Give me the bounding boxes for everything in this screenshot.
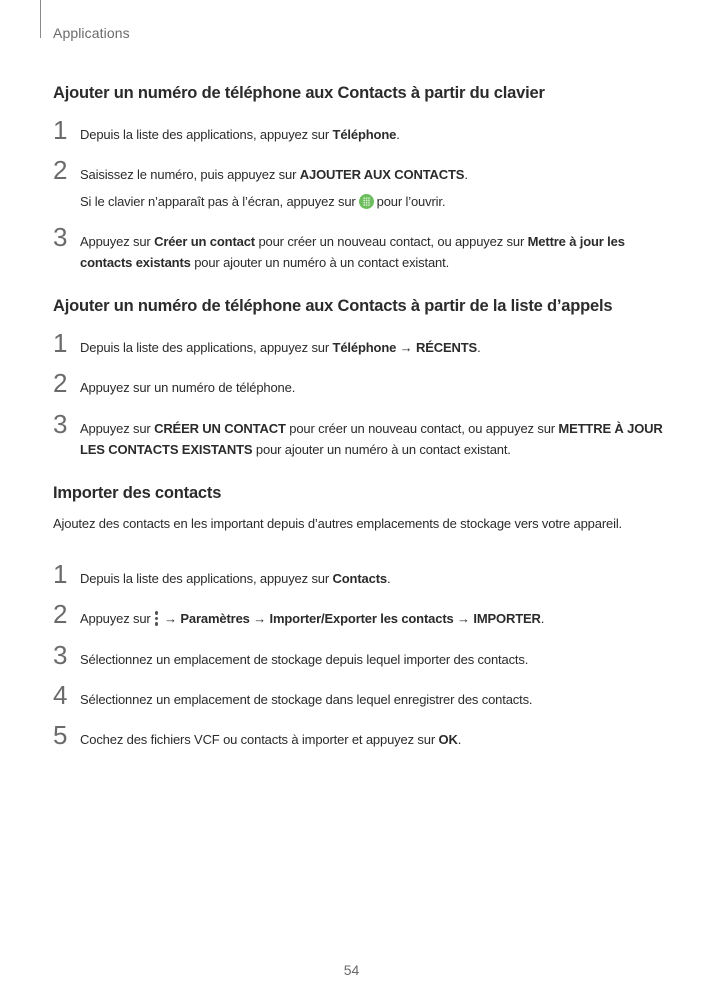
step-number: 2 — [53, 599, 68, 629]
step-text: Appuyez sur un numéro de téléphone. — [80, 380, 296, 395]
running-header: Applications — [53, 25, 130, 41]
step-text: Appuyez sur → Paramètres → Importer/Exporter les contacts → IMPORTER. — [80, 611, 545, 626]
section-title-keypad: Ajouter un numéro de téléphone aux Contacts à partir du clavier — [53, 84, 545, 102]
section-title-call-log: Ajouter un numéro de téléphone aux Contacts à partir de la liste d’appels — [53, 297, 613, 315]
step-text: Saisissez le numéro, puis appuyez sur AJOUTER AUX CONTACTS. — [80, 167, 468, 182]
step-number: 3 — [53, 222, 68, 252]
step-number: 1 — [53, 559, 68, 589]
step-number: 1 — [53, 115, 68, 145]
header-divider — [40, 0, 41, 38]
section-intro: Ajoutez des contacts en les important depuis d’autres emplacements de stockage vers votre appareil. — [53, 516, 623, 531]
step-number: 5 — [53, 720, 68, 750]
step-number: 2 — [53, 155, 68, 185]
step-text: Depuis la liste des applications, appuyez sur Téléphone. — [80, 127, 400, 142]
step-number: 4 — [53, 680, 68, 710]
step-number: 3 — [53, 409, 68, 439]
keypad-icon — [359, 194, 374, 209]
step-text: Depuis la liste des applications, appuyez sur Téléphone → RÉCENTS. — [80, 340, 481, 355]
step-text: Cochez des fichiers VCF ou contacts à importer et appuyez sur OK. — [80, 732, 462, 747]
step-text: Depuis la liste des applications, appuyez sur Contacts. — [80, 571, 391, 586]
step-text: Appuyez sur Créer un contact pour créer un nouveau contact, ou appuyez sur Mettre à jour les contacts existants pour ajouter un numéro à un contact existant. — [80, 234, 625, 270]
step-number: 1 — [53, 328, 68, 358]
step-number: 2 — [53, 368, 68, 398]
page-number: 54 — [343, 962, 360, 978]
step-text: Sélectionnez un emplacement de stockage dans lequel enregistrer des contacts. — [80, 692, 533, 707]
step-note: Si le clavier n’apparaît pas à l’écran, appuyez sur pour l’ouvrir. — [80, 194, 446, 209]
step-number: 3 — [53, 640, 68, 670]
step-text: Sélectionnez un emplacement de stockage depuis lequel importer des contacts. — [80, 652, 529, 667]
section-title-import: Importer des contacts — [53, 484, 222, 502]
step-text: Appuyez sur CRÉER UN CONTACT pour créer un nouveau contact, ou appuyez sur METTRE À JOUR LES CONTACTS EXISTANTS pour ajouter un numéro à un contact existant. — [80, 421, 663, 457]
more-options-icon — [154, 611, 160, 626]
